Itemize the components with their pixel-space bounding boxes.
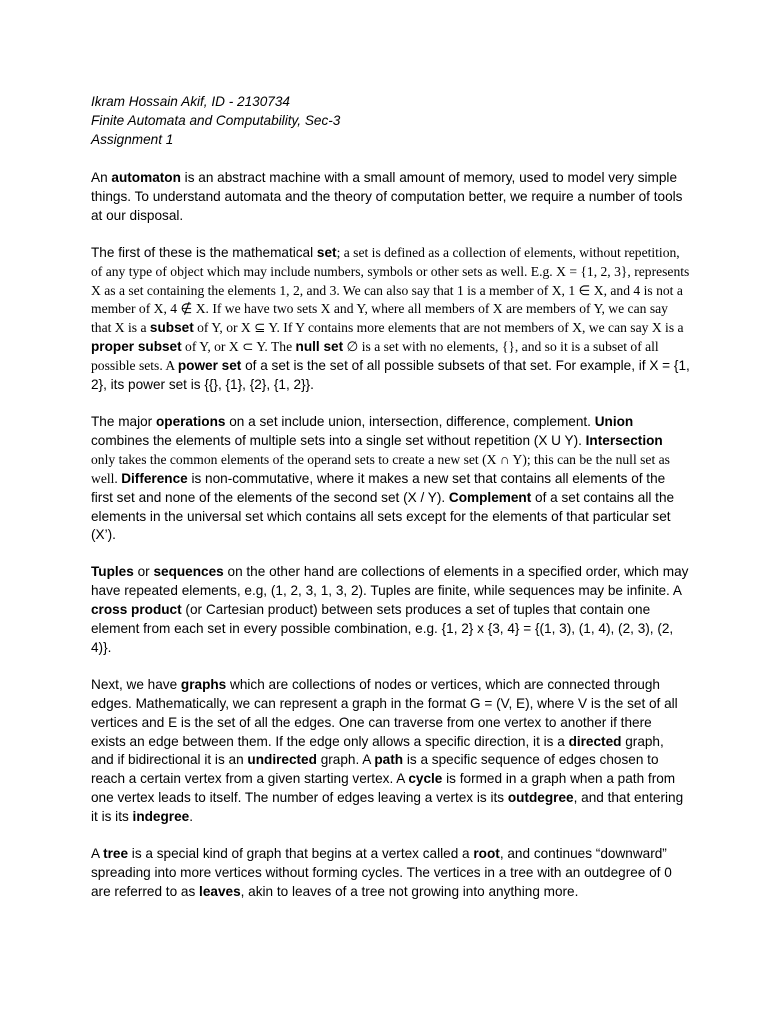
text-run: The first of these is the mathematical [91,244,317,260]
text-run: An [91,170,112,185]
bold-term: cycle [408,771,443,787]
document-header [91,92,690,149]
text-run: graph. A [316,752,375,768]
bold-term: undirected [247,752,317,768]
bold-term: graphs [180,676,227,692]
course-line: Finite Automata and Computability, Sec-3 [91,113,341,128]
paragraph-operations [91,413,690,545]
text-run: which are collections of nodes or vertices, which are connected through edges. Mathematically, we can represent a graph in the format G = (V, E), where V is the set of all vertices and E is the set of all the edges. One can traverse from one vertex to another if there exists an edge between them. If the edge only allows a specific direction, it is a [91,676,678,749]
bold-term: null set [295,339,344,355]
bold-term: root [473,846,500,862]
text-run: is formed in a graph when a path from one vertex leads to itself. The number of edges leaving a vertex is its [91,771,676,806]
bold-term: Intersection [585,432,663,448]
text-run: , akin to leaves of a tree not growing into anything more. [240,883,579,899]
bold-term: automaton [111,170,181,185]
bold-term: power set [177,358,242,374]
bold-term: directed [568,733,622,749]
text-run: of a set is the set of all possible subsets of that set. For example, if X = {1, 2}, its power set is {{}, {1}, {2}, {1, 2}}. [91,358,690,393]
bold-term: indegree [132,809,190,825]
bold-term: cross product [91,602,182,618]
assignment-line: Assignment 1 [91,132,174,147]
text-run: of Y, or X ⊂ Y. The [181,339,296,355]
text-run: on the other hand are collections of elements in a specified order, which may have repeated elements, e.g, (1, 2, 3, 1, 3, 2). Tuples are finite, while sequences may be infinite. A [91,564,689,599]
text-run: is non-commutative, where it makes a new set that contains all elements of the first set and none of the elements of the second set (X / Y). [91,470,666,505]
bold-term: subset [149,320,194,336]
text-run: Next, we have [91,676,181,692]
text-run: is an abstract machine with a small amount of memory, used to model very simple things. To understand automata and the theory of computation better, we require a number of tools at our disposal. [91,170,683,223]
text-run: is a special kind of graph that begins at a vertex called a [128,846,474,862]
paragraph-tuples [91,563,690,658]
bold-term: tree [103,846,129,862]
bold-term: proper subset [91,339,182,355]
text-run: . [189,809,193,825]
text-run: ; a set is defined as a collection of elements, without repetition, of any type of object which may include numbers, symbols or other sets as well. E.g. X = {1, 2, 3}, represents X as a set containing the elements 1, 2, and 3. We can also say that 1 is a member of X, 1 ∈ X, and 4 is not a member of X, 4 ∉ X. If we have two sets X and Y, where all members of X are members of Y, we can say that X is a [91,244,690,336]
text-run: , and continues “downward” spreading into more vertices without forming cycles. The vertices in a tree with an outdegree of 0 are referred to as [91,846,672,899]
text-run: , and that entering it is its [91,790,684,825]
paragraph-sets [91,244,690,395]
text-run: (or Cartesian product) between sets produces a set of tuples that contain one element from each set in every possible combination, e.g. {1, 2} x {3, 4} = {(1, 3), (1, 4), (2, 3), (2, 4)}. [91,602,674,655]
author-line: Ikram Hossain Akif, ID - 2130734 [91,94,290,109]
paragraph-automaton [91,169,690,226]
text-run: or [133,564,154,580]
text-run: of a set contains all the elements in the universal set which contains all sets except for the elements of that particular set (X’). [91,489,675,543]
bold-term: path [374,752,404,768]
bold-term: set [316,244,337,260]
bold-term: leaves [199,883,241,899]
bold-term: Difference [121,470,188,486]
text-run: combines the elements of multiple sets into a single set without repetition (X U Y). [91,432,586,448]
bold-term: Tuples [91,564,134,580]
bold-term: sequences [153,564,224,580]
text-run: on a set include union, intersection, difference, complement. [225,413,595,429]
text-run: A [91,846,104,862]
text-run: graph, and if bidirectional it is an [91,733,664,768]
text-run: only takes the common elements of the operand sets to create a new set (X ∩ Y); this can be the null set as well. [91,451,670,486]
bold-term: operations [155,413,226,429]
text-run: ∅ is a set with no elements, {}, and so it is a subset of all possible sets. A [91,339,659,374]
bold-term: Union [594,413,634,429]
text-run: of Y, or X ⊆ Y. If Y contains more elements that are not members of X, we can say X is a [193,320,684,336]
text-run: is a specific sequence of edges chosen to reach a certain vertex from a given starting vertex. A [91,752,659,787]
bold-term: Complement [448,489,532,505]
paragraph-trees [91,845,690,902]
text-run: The major [91,413,156,429]
bold-term: outdegree [507,790,574,806]
paragraph-graphs [91,676,690,827]
